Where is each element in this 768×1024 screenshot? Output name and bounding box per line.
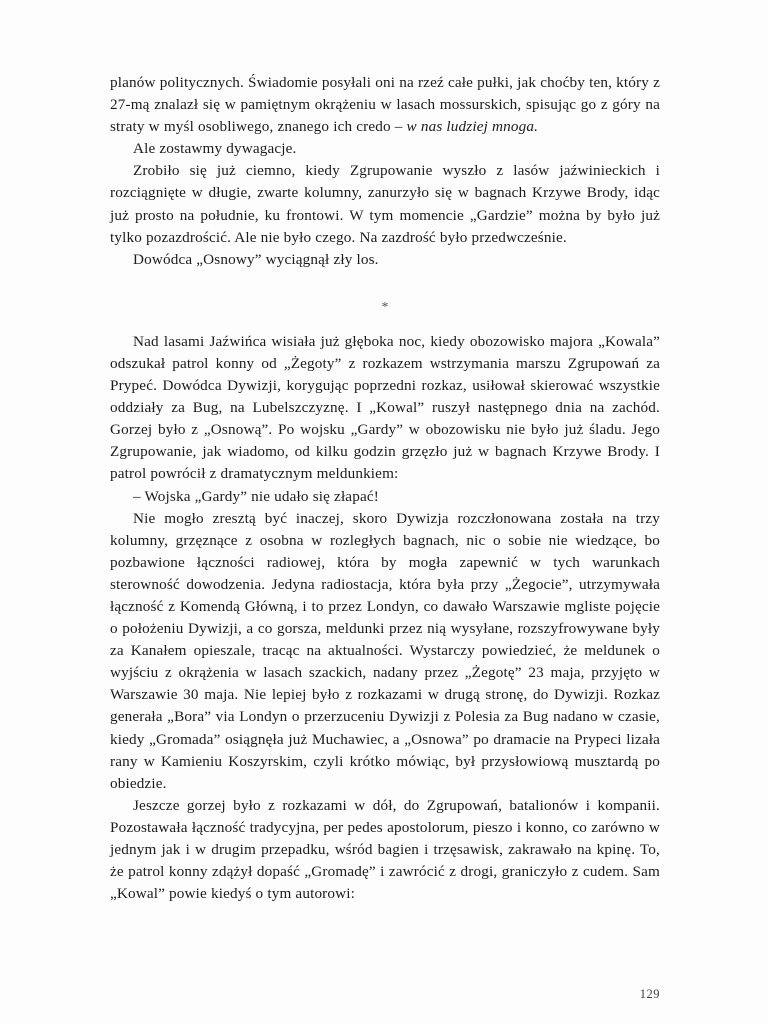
paragraph-run-roman: Jeszcze gorzej było z rozkazami w dół, do Zgrupowań, batalionów i kompanii. Pozostawała łączność tradycyjna, per pedes apostolorum, pieszo i konno, co zarówno w jednym jak i w drugim przepadku, wśród bagien i trzęsawisk, zakrawało na kpinę. To, że patrol konny zdążył dopaść „Gromadę” i zawrócić z drogi, graniczyło z cudem. Sam „Kowal” powie kiedyś o tym autorowi:: [110, 796, 660, 903]
paragraph-zrobilo-sie: [110, 160, 660, 248]
paragraph-jeszcze-gorzej: [110, 795, 660, 905]
page-number: 129: [639, 987, 660, 1001]
separator-gap-bottom: [110, 323, 660, 331]
section-separator-asterisk: *: [381, 299, 389, 315]
paragraph-run-roman: Dowódca „Osnowy” wyciągnął zły los.: [133, 250, 379, 268]
separator-gap-top: [110, 271, 660, 283]
paragraph-run-roman: – Wojska „Gardy” nie udało się złapać!: [133, 487, 379, 505]
paragraph-run-roman: planów politycznych. Świadomie posyłali oni na rzeź całe pułki, jak choćby ten, który z 27-mą znalazł się w pamiętnym okrążeniu w lasach mossurskich, spisując go z góry na straty w myśl osobliwego, znanego ich credo –: [110, 74, 660, 136]
paragraph-run-roman: Ale zostawmy dywagacje.: [133, 140, 297, 158]
paragraph-ale-zostawmy: [110, 138, 660, 160]
paragraph-run-roman: Nie mogło zresztą być inaczej, skoro Dywizja rozczłonowana została na trzy kolumny, grzęznące z osobna w rozległych bagnach, nic o sobie nie wiedzące, bo pozbawione łączności radiowej, która by mogła zapewnić w tych warunkach sterowność dowodzenia. Jedyna radiostacja, która była przy „Żegocie”, utrzymywała łączność z Komendą Główną, i to przez Londyn, co dawało Warszawie mgliste pojęcie o położeniu Dywizji, a co gorsza, meldunki przez nią wysyłane, rozszyfrowywane były za Kanałem opieszale, tracąc na aktualności. Wystarczy powiedzieć, że meldunek o wyjściu z okrążenia w lasach szackich, nadany przez „Żegotę” 23 maja, przyjęto w Warszawie 30 maja. Nie lepiej było z rozkazami w drugą stronę, do Dywizji. Rozkaz generała „Bora” via Londyn o przerzuceniu Dywizji z Polesia za Bug nadano w czasie, kiedy „Gromada” osiągnęła już Muchawiec, a „Osnowa” po dramacie na Prypeci lizała rany w Kamieniu Koszyrskim, czyli krótko mówiąc, był przysłowiową musztardą po obiedzie.: [110, 509, 660, 792]
text-column: [110, 72, 660, 905]
paragraph-run-roman: Zrobiło się już ciemno, kiedy Zgrupowanie wyszło z lasów jaźwinieckich i rozciągnięte w długie, zwarte kolumny, zanurzyło się w bagnach Krzywe Brody, idąc już prosto na południe, ku frontowi. W tym momencie „Gardzie” można by było już tylko pozazdrościć. Ale nie było czego. Na zazdrość było przedwcześnie.: [110, 162, 660, 246]
paragraph-run-italic: w nas ludziej mnoga.: [406, 118, 539, 136]
paragraph-dowodca-osnowy: [110, 249, 660, 271]
paragraph-nad-lasami: [110, 331, 660, 486]
paragraph-dialogue-wojska-gardy: [110, 486, 660, 508]
paragraph-nie-moglo-zreszta: [110, 508, 660, 795]
paragraph-continued: [110, 72, 660, 138]
paragraph-run-roman: Nad lasami Jaźwińca wisiała już głęboka noc, kiedy obozowisko majora „Kowala” odszukał patrol konny od „Żegoty” z rozkazem wstrzymania marszu Zgrupowań za Prypeć. Dowódca Dywizji, korygując poprzedni rozkaz, usiłował skierować wszystkie oddziały za Bug, na Lubelszczyznę. I „Kowal” ruszył następnego dnia na zachód. Gorzej było z „Osnową”. Po wojsku „Gardy” w obozowisku nie było już śladu. Jego Zgrupowanie, jak wiadomo, od kilku godzin grzęzło już w bagnach Krzywe Brody. I patrol powrócił z dramatycznym meldunkiem:: [110, 332, 660, 483]
